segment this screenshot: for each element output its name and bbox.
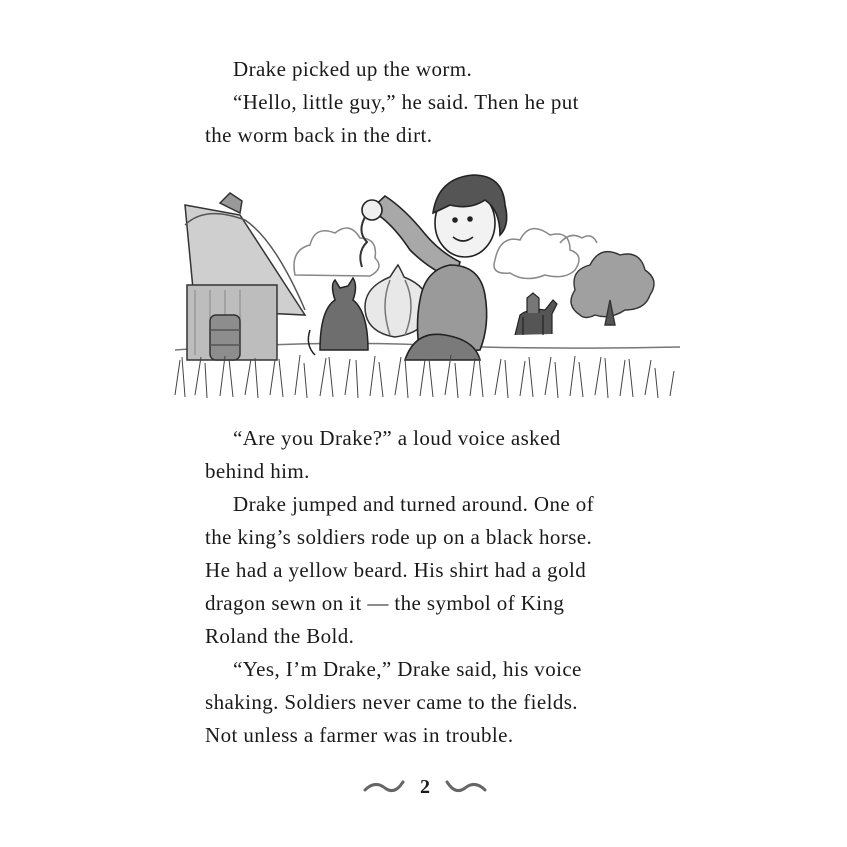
- text-line: Drake jumped and turned around. One of: [233, 492, 595, 516]
- paragraph-5: [205, 653, 650, 752]
- text-line: “Yes, I’m Drake,” Drake said, his voice: [233, 657, 582, 681]
- soldier-on-horse: [515, 293, 557, 335]
- text-line: behind him.: [205, 459, 310, 483]
- text-line: He had a yellow beard. His shirt had a gold: [205, 558, 587, 582]
- text-line: the worm back in the dirt.: [205, 123, 433, 147]
- paragraph-1: [205, 53, 650, 86]
- text-line: Not unless a farmer was in trouble.: [205, 723, 514, 747]
- text-line: the king’s soldiers rode up on a black horse.: [205, 525, 593, 549]
- text-line: “Are you Drake?” a loud voice asked: [233, 426, 561, 450]
- paragraph-2: [205, 86, 650, 152]
- cottage: [185, 193, 305, 360]
- text-line: dragon sewn on it — the symbol of King: [205, 591, 565, 615]
- page-number: 2: [420, 776, 430, 798]
- paragraph-4: [205, 488, 650, 653]
- page-number-ornament: [360, 772, 490, 802]
- text-line: Roland the Bold.: [205, 624, 355, 648]
- paragraph-3: [205, 422, 650, 488]
- grass: [175, 355, 674, 398]
- text-line: “Hello, little guy,” he said. Then he put: [233, 90, 579, 114]
- text-line: Drake picked up the worm.: [233, 57, 473, 81]
- tree: [571, 252, 654, 325]
- text-line: shaking. Soldiers never came to the fields.: [205, 690, 578, 714]
- story-illustration: [165, 165, 685, 420]
